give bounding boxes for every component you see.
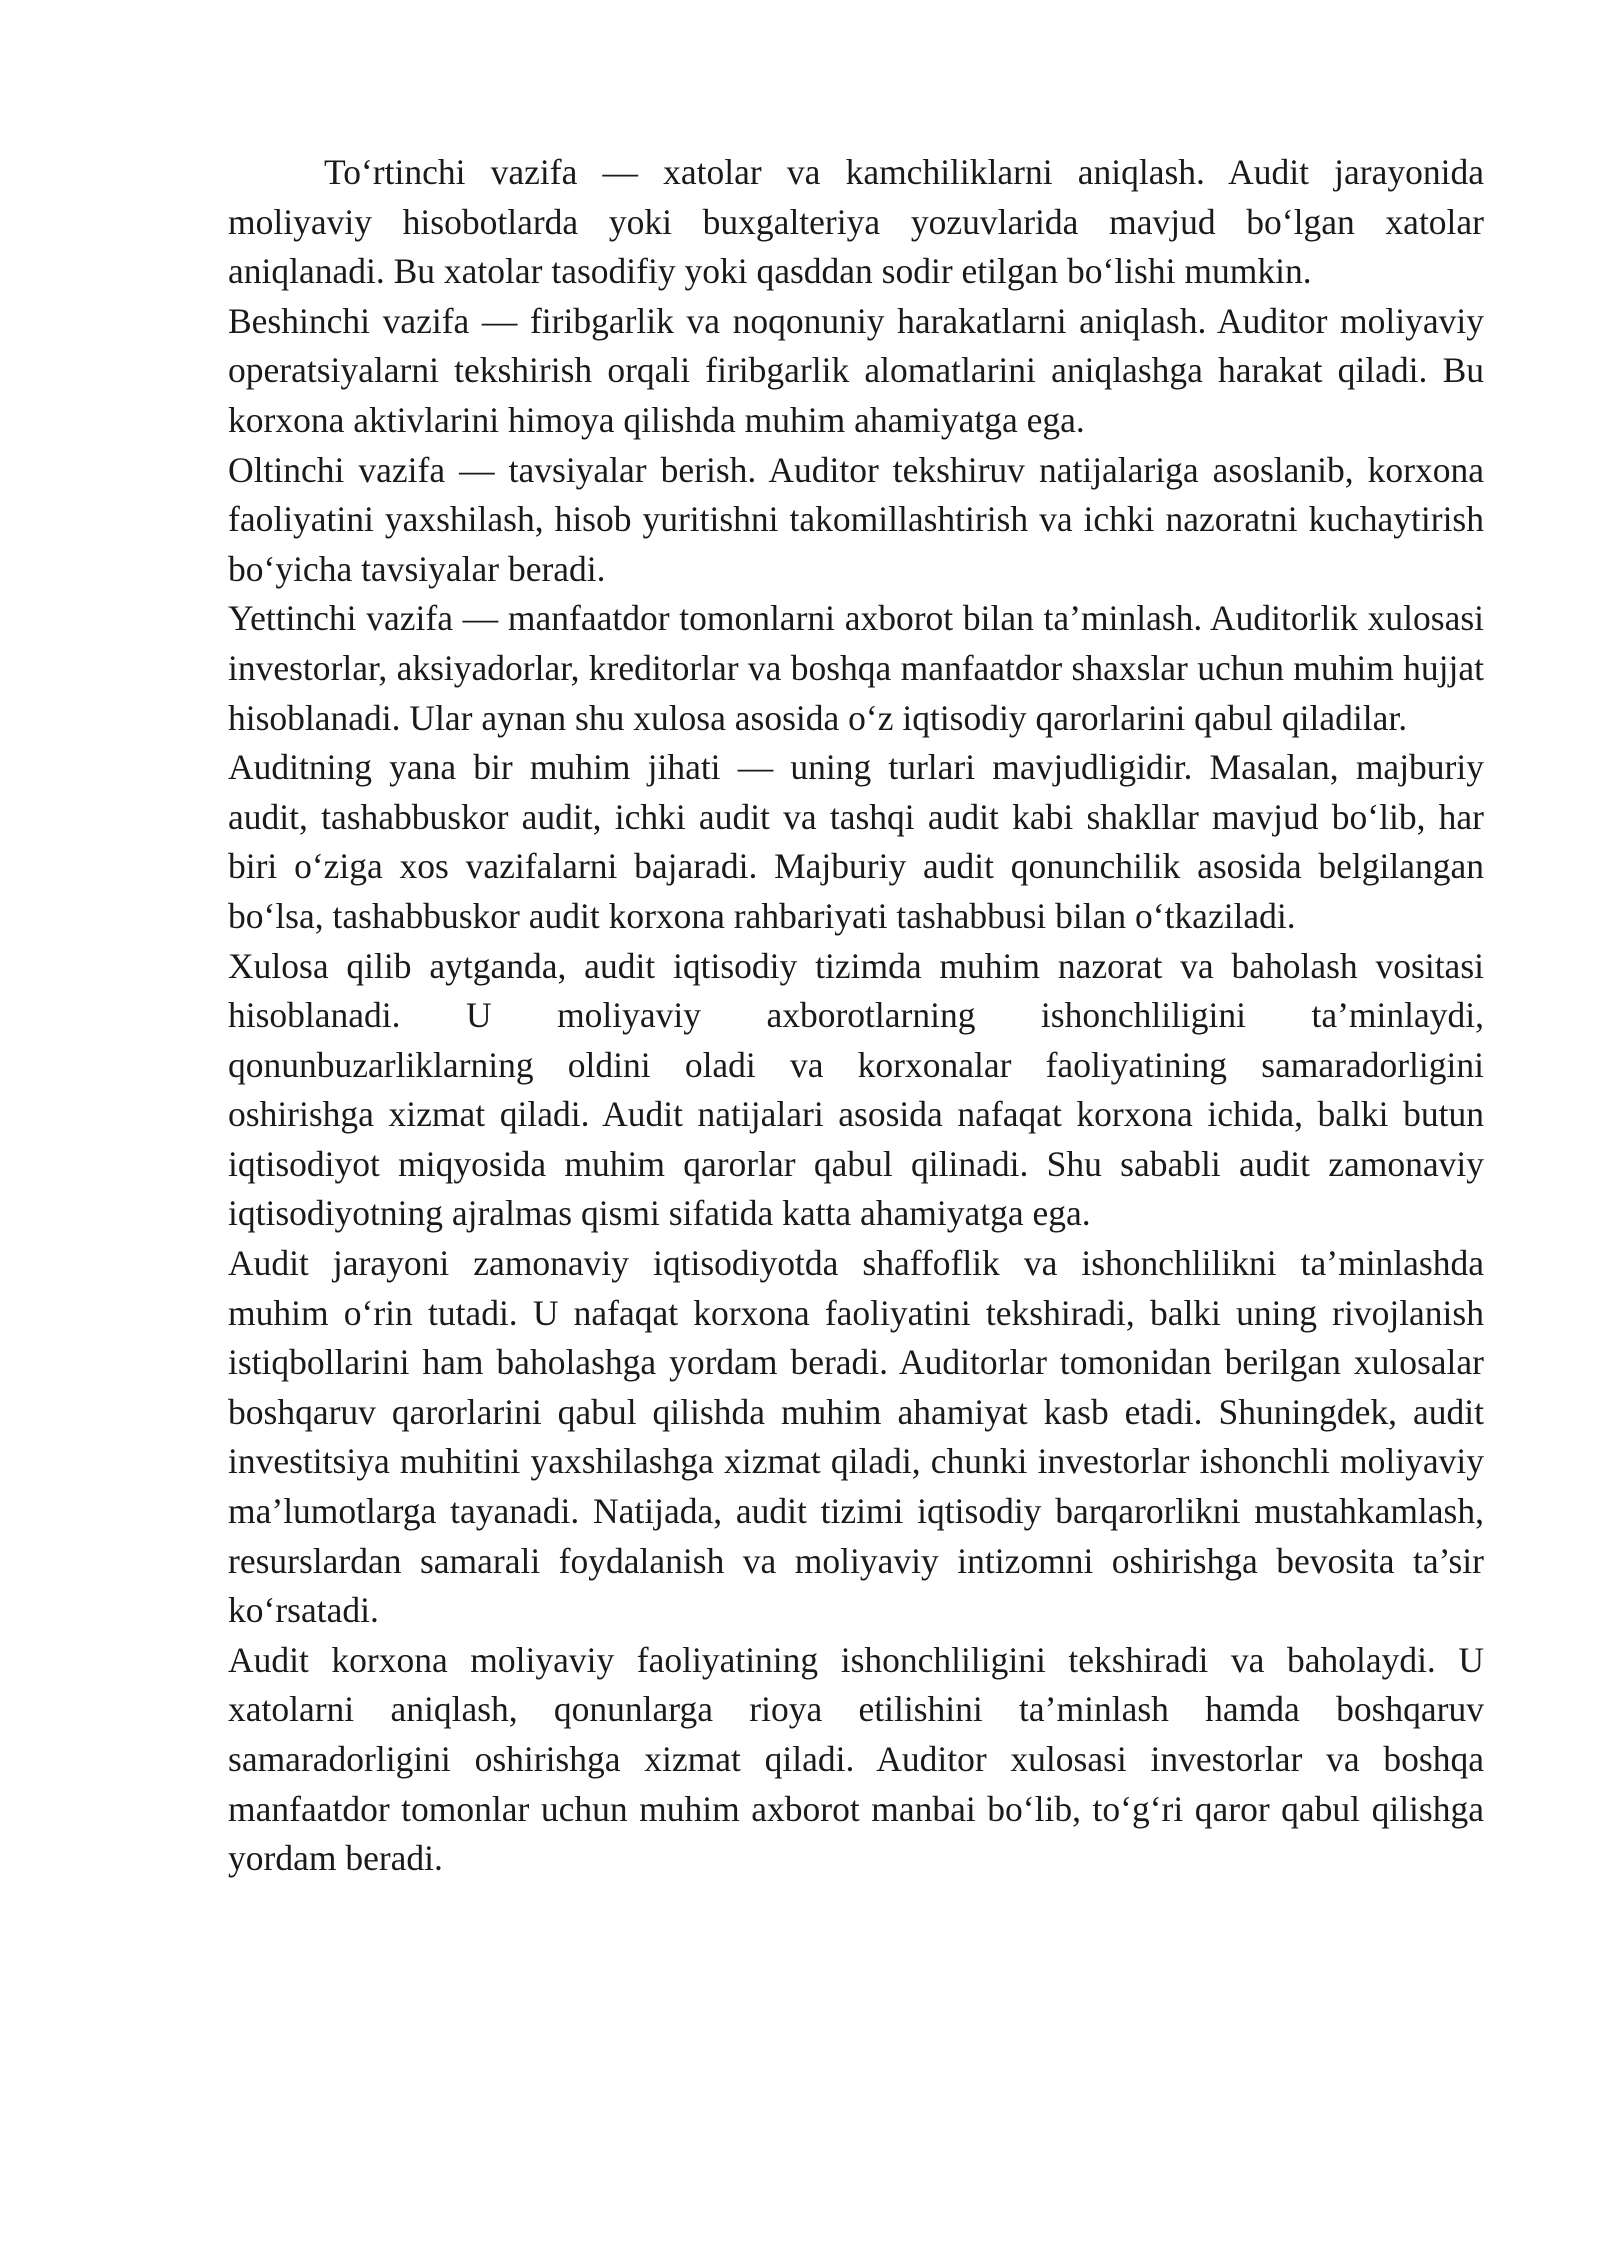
paragraph-conclusion: Xulosa qilib aytganda, audit iqtisodiy tizimda muhim nazorat va baholash vositasi hisoblanadi. U moliyaviy axborotlarning ishonchliligini ta’minlaydi, qonunbuzarliklarning oldini oladi va korxonalar faoliyatining samaradorligini oshirishga xizmat qiladi. Audit natijalari asosida nafaqat korxona ichida, balki butun iqtisodiyot miqyosida muhim qarorlar qabul qilinadi. Shu sababli audit zamonaviy iqtisodiyotning ajralmas qismi sifatida katta ahamiyatga ega. bbox=[228, 945, 1484, 1234]
paragraph-audit-summary: Audit korxona moliyaviy faoliyatining ishonchliligini tekshiradi va baholaydi. U xatolarni aniqlash, qonunlarga rioya etilishini ta’minlash hamda boshqaruv samaradorligini oshirishga xizmat qiladi. Auditor xulosasi investorlar va boshqa manfaatdor tomonlar uchun muhim axborot manbai bo‘lib, to‘g‘ri qaror qabul qilishga yordam beradi. bbox=[228, 1639, 1484, 1879]
paragraph-audit-process: Audit jarayoni zamonaviy iqtisodiyotda shaffoflik va ishonchlilikni ta’minlashda muhim o‘rin tutadi. U nafaqat korxona faoliyatini tekshiradi, balki uning rivojlanish istiqbollarini ham baholashga yordam beradi. Auditorlar tomonidan berilgan xulosalar boshqaruv qarorlarini qabul qilishda muhim ahamiyat kasb etadi. Shuningdek, audit investitsiya muhitini yaxshilashga xizmat qiladi, chunki investorlar ishonchli moliyaviy ma’lumotlarga tayanadi. Natijada, audit tizimi iqtisodiy barqarorlikni mustahkamlash, resurslardan samarali foydalanish va moliyaviy intizomni oshirishga bevosita ta’sir ko‘rsatadi. bbox=[228, 1243, 1484, 1631]
paragraph-audit-types: Auditning yana bir muhim jihati — uning turlari mavjudligidir. Masalan, majburiy audit, tashabbuskor audit, ichki audit va tashqi audit kabi shakllar mavjud bo‘lib, har biri o‘ziga xos vazifalarni bajaradi. Majburiy audit qonunchilik asosida belgilangan bo‘lsa, tashabbuskor audit korxona rahbariyati tashabbusi bilan o‘tkaziladi. bbox=[228, 747, 1484, 936]
paragraph-fifth-task: Beshinchi vazifa — firibgarlik va noqonuniy harakatlarni aniqlash. Auditor moliyaviy operatsiyalarni tekshirish orqali firibgarlik alomatlarini aniqlashga harakat qiladi. Bu korxona aktivlarini himoya qilishda muhim ahamiyatga ega. bbox=[228, 300, 1484, 440]
document-body bbox=[228, 148, 1484, 1884]
paragraph-fourth-task: To‘rtinchi vazifa — xatolar va kamchiliklarni aniqlash. Audit jarayonida moliyaviy hisobotlarda yoki buxgalteriya yozuvlarida mavjud bo‘lgan xatolar aniqlanadi. Bu xatolar tasodifiy yoki qasddan sodir etilgan bo‘lishi mumkin. bbox=[228, 152, 1484, 292]
paragraph-sixth-task: Oltinchi vazifa — tavsiyalar berish. Auditor tekshiruv natijalariga asoslanib, korxona faoliyatini yaxshilash, hisob yuritishni takomillashtirish va ichki nazoratni kuchaytirish bo‘yicha tavsiyalar beradi. bbox=[228, 449, 1484, 589]
paragraph-seventh-task: Yettinchi vazifa — manfaatdor tomonlarni axborot bilan ta’minlash. Auditorlik xulosasi investorlar, aksiyadorlar, kreditorlar va boshqa manfaatdor shaxslar uchun muhim hujjat hisoblanadi. Ular aynan shu xulosa asosida o‘z iqtisodiy qarorlarini qabul qiladilar. bbox=[228, 598, 1484, 738]
